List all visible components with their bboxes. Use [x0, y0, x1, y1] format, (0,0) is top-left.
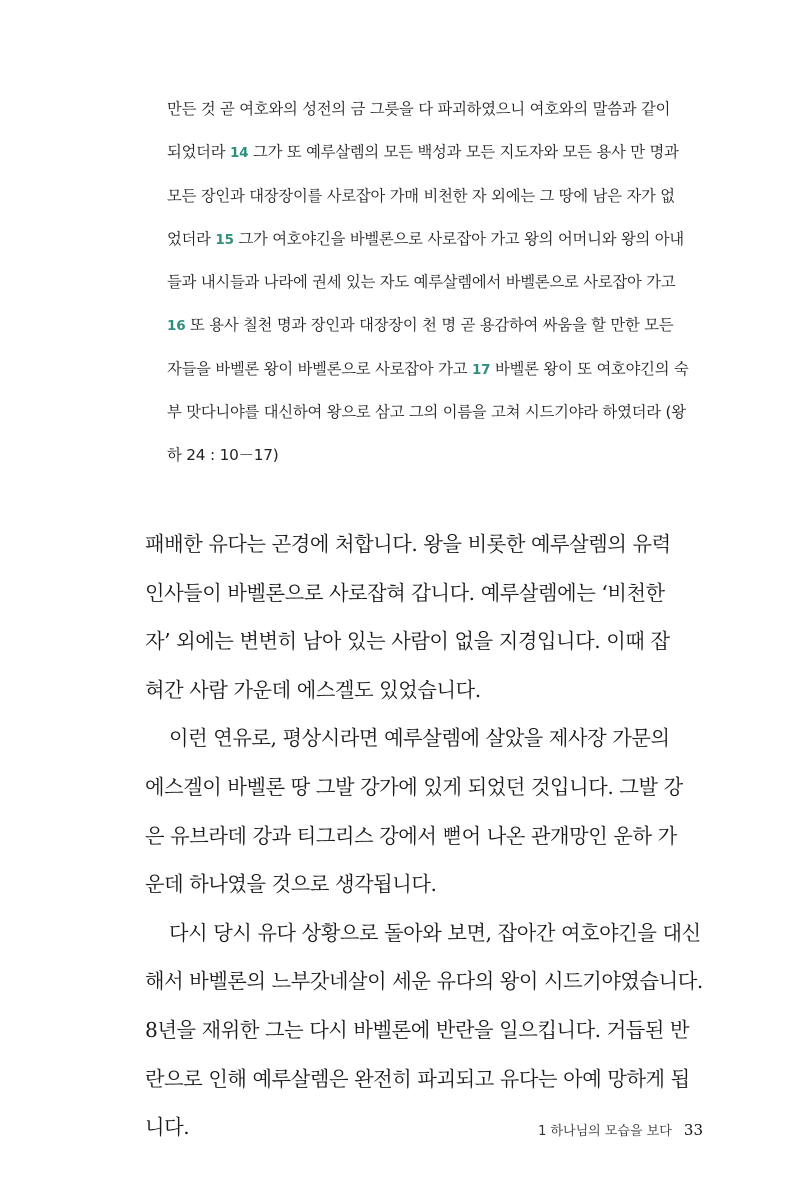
quote-text: 모든 장인과 대장장이를 사로잡아 가매 비천한 자 외에는 그 땅에 남은 자가 없	[167, 186, 675, 205]
body-line: 란으로 인해 예루살렘은 완전히 파괴되고 유다는 아예 망하게 됩	[145, 1066, 690, 1091]
scripture-quote	[167, 88, 705, 478]
page-footer	[538, 1120, 703, 1139]
quote-line	[167, 218, 705, 261]
body-line: 패배한 유다는 곤경에 처합니다. 왕을 비롯한 예루살렘의 유력	[145, 532, 671, 556]
quote-line	[167, 261, 705, 304]
quote-text: 부 맛다니야를 대신하여 왕으로 삼고 그의 이름을 고쳐 시드기야라 하였더라 (왕	[167, 403, 686, 422]
body-line: 8년을 재위한 그는 다시 바벨론에 반란을 일으킵니다. 거듭된 반	[145, 1017, 690, 1042]
body-line: 인사들이 바벨론으로 사로잡혀 갑니다. 예루살렘에는 ‘비천한	[145, 580, 665, 605]
body-line: 자’ 외에는 변변히 남아 있는 사람이 없을 지경입니다. 이때 잡	[145, 629, 670, 654]
quote-text: 하 24 : 10－17)	[167, 446, 279, 465]
quote-text: 들과 내시들과 나라에 권세 있는 자도 예루살렘에서 바벨론으로 사로잡아 가고	[167, 273, 676, 292]
quote-text: 되었더라	[167, 143, 230, 162]
body-line: 은 유브라데 강과 티그리스 강에서 뻗어 나온 관개망인 운하 가	[145, 823, 677, 848]
body-line: 에스겔이 바벨론 땅 그발 강가에 있게 되었던 것입니다. 그발 강	[145, 774, 683, 799]
verse-number: 17	[471, 361, 491, 378]
body-line: 이런 연유로, 평상시라면 예루살렘에 살았을 제사장 가문의	[169, 726, 670, 751]
quote-text: 그가 또 예루살렘의 모든 백성과 모든 지도자와 모든 용사 만 명과	[248, 143, 679, 162]
quote-text: 만든 것 곧 여호와의 성전의 금 그릇을 다 파괴하였으니 여호와의 말씀과 같이	[167, 100, 671, 118]
quote-line	[167, 304, 705, 347]
body-line: 운데 하나였을 것으로 생각됩니다.	[145, 872, 437, 897]
quote-line	[167, 88, 705, 131]
verse-number: 16	[167, 318, 186, 335]
body-line: 혀간 사람 가운데 에스겔도 있었습니다.	[145, 677, 481, 702]
verse-number: 14	[229, 145, 249, 162]
quote-text: 바벨론 왕이 또 여호야긴의 숙	[490, 359, 689, 378]
page-number: 33	[683, 1121, 703, 1139]
chapter-title: 1 하나님의 모습을 보다	[538, 1124, 672, 1139]
quote-line	[167, 391, 705, 434]
quote-line	[167, 348, 705, 391]
quote-line	[167, 131, 705, 174]
quote-text: 그가 여호야긴을 바벨론으로 사로잡아 가고 왕의 어머니와 왕의 아내	[233, 229, 684, 248]
body-line: 니다.	[145, 1115, 190, 1140]
body-text	[145, 520, 705, 1152]
quote-text: 자들을 바벨론 왕이 바벨론으로 사로잡아 가고	[167, 359, 472, 378]
quote-line	[167, 434, 705, 477]
body-line: 해서 바벨론의 느부갓네살이 세운 유다의 왕이 시드기야였습니다.	[145, 969, 703, 994]
quote-text: 었더라	[167, 229, 216, 248]
verse-number: 15	[215, 231, 234, 248]
quote-text: 또 용사 칠천 명과 장인과 대장장이 천 명 곧 용감하여 싸움을 할 만한 모든	[185, 316, 674, 335]
body-line: 다시 당시 유다 상황으로 돌아와 보면, 잡아간 여호야긴을 대신	[169, 920, 701, 945]
quote-line	[167, 175, 705, 218]
